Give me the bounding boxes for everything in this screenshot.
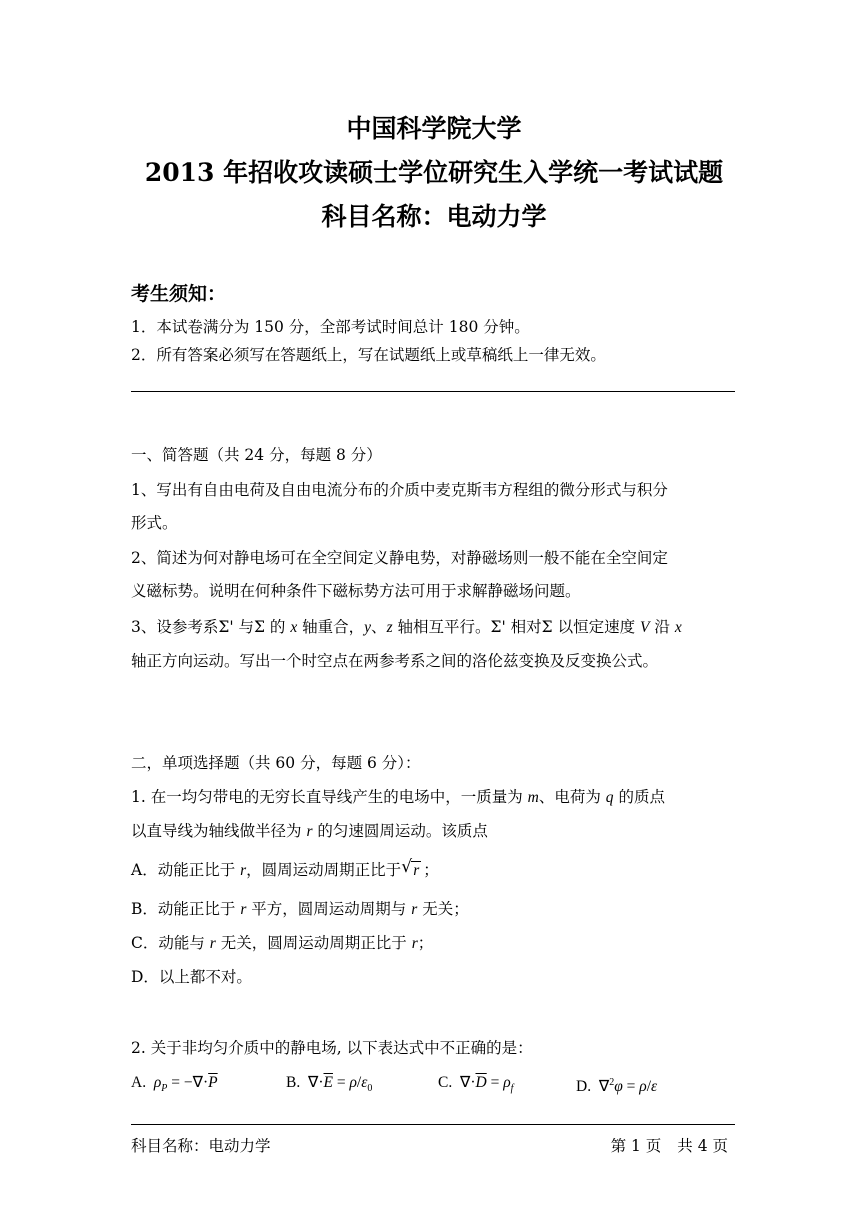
page-number: 第 1 页 bbox=[610, 1137, 662, 1155]
s1-q1-line1: 1、写出有自由电荷及自由电流分布的介质中麦克斯韦方程组的微分形式与积分 bbox=[131, 481, 668, 499]
notice-item-2: 2．所有答案必须写在答题纸上，写在试题纸上或草稿纸上一律无效。 bbox=[131, 346, 606, 364]
sqrt-symbol: √ r bbox=[401, 857, 420, 879]
s1-q2-line2: 义磁标势。说明在何种条件下磁标势方法可用于求解静磁场问题。 bbox=[131, 582, 581, 600]
university-title: 中国科学院大学 bbox=[346, 114, 522, 143]
s1-q3-line2: 轴正方向运动。写出一个时空点在两参考系之间的洛伦兹变换及反变换公式。 bbox=[131, 652, 659, 670]
s1-q1-line2: 形式。 bbox=[131, 514, 178, 532]
s2-q1-option-d: D．以上都不对。 bbox=[131, 968, 252, 986]
s2-q1-option-c: C．动能与 r 无关，圆周运动周期正比于 r； bbox=[131, 934, 434, 952]
footer-page-info bbox=[611, 1134, 728, 1156]
s2-q1-option-b: B．动能正比于 r 平方，圆周运动周期与 r 无关； bbox=[131, 900, 469, 918]
section1-heading: 一、简答题（共 24 分，每题 8 分） bbox=[131, 446, 382, 464]
footer-divider bbox=[131, 1124, 735, 1125]
exam-title: 2013 年招收攻读硕士学位研究生入学统一考试试题 bbox=[144, 158, 724, 187]
s2-q2-option-c: C. $\nabla\cdot\overline{D} = \rho_f$ bbox=[438, 1074, 514, 1095]
s2-q2-option-a: A. $\rho_P = -\nabla\cdot\overline{P}$ bbox=[131, 1074, 218, 1095]
notice-item-1: 1．本试卷满分为 150 分，全部考试时间总计 180 分钟。 bbox=[131, 318, 530, 336]
page-total: 共 4 页 bbox=[677, 1137, 728, 1155]
s1-q2-line1: 2、简述为何对静电场可在全空间定义静电势，对静磁场则一般不能在全空间定 bbox=[131, 549, 668, 567]
s2-q2-option-d: D. ∇$^2$φ = ρ/ε bbox=[576, 1077, 658, 1096]
section2-heading: 二，单项选择题（共 60 分，每题 6 分）： bbox=[131, 754, 421, 772]
s2-q2-option-b: B. $\nabla\cdot\overline{E} = \rho/\varepsilon_0$ bbox=[286, 1074, 373, 1095]
notice-heading: 考生须知： bbox=[131, 283, 227, 305]
s2-q1-option-a: A．动能正比于 r，圆周运动周期正比于 √ r ； bbox=[131, 859, 439, 882]
s1-q3-line1: 3、设参考系Σ' 与Σ 的 x 轴重合，y、z 轴相互平行。Σ' 相对Σ 以恒定速度 V 沿 x bbox=[131, 618, 682, 636]
s2-q1-line1: 1. 在一均匀带电的无穷长直导线产生的电场中，一质量为 m、电荷为 q 的质点 bbox=[131, 788, 665, 806]
subject-title: 科目名称：电动力学 bbox=[321, 202, 547, 231]
divider bbox=[131, 391, 735, 392]
s2-q1-line2: 以直导线为轴线做半径为 r 的匀速圆周运动。该质点 bbox=[131, 822, 488, 840]
footer-subject: 科目名称：电动力学 bbox=[131, 1137, 271, 1155]
s2-q2-stem: 2. 关于非均匀介质中的静电场, 以下表达式中不正确的是： bbox=[131, 1039, 533, 1057]
